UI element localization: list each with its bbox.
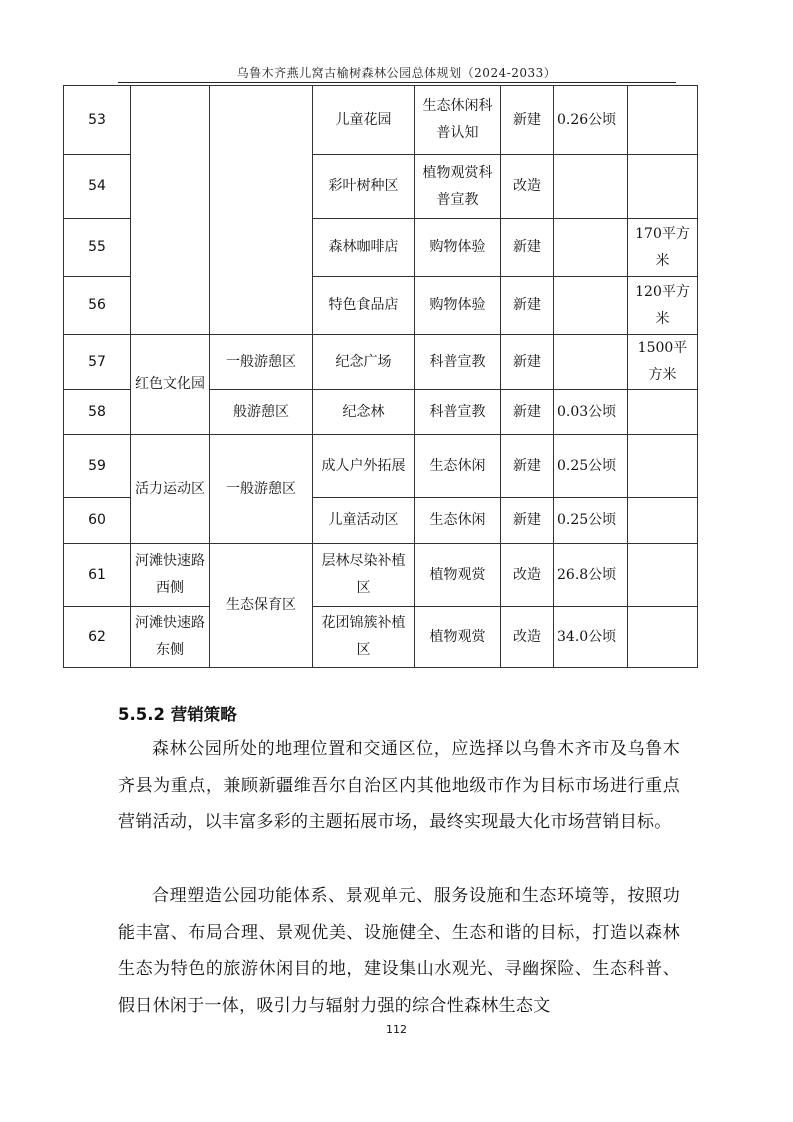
type-cell: 改造 [501,607,554,668]
function-cell: 植物观赏 [415,607,501,668]
zone-cell: 生态保育区 [210,544,313,668]
function-cell: 科普宣教 [415,335,501,390]
row-number: 60 [64,498,131,544]
park-cell: 河滩快速路西侧 [131,544,210,607]
row-number: 53 [64,86,131,155]
body-paragraph: 森林公园所处的地理位置和交通区位，应选择以乌鲁木齐市及乌鲁木齐县为重点，兼顾新疆维吾尔自治区内其他地级市作为目标市场进行重点营销活动，以丰富多彩的主题拓展市场，最终实现最大化市场营销目标。 [118,739,680,832]
size-cell [554,219,628,277]
function-cell: 生态休闲 [415,498,501,544]
park-cell-empty [131,86,210,335]
area-cell: 170平方米 [628,219,698,277]
item-cell: 纪念林 [313,390,415,435]
row-number: 56 [64,277,131,335]
item-cell: 彩叶树种区 [313,155,415,219]
row-number: 54 [64,155,131,219]
area-cell: 1500平方米 [628,335,698,390]
zone-cell-empty [210,86,313,335]
function-cell: 生态休闲科普认知 [415,86,501,155]
type-cell: 新建 [501,390,554,435]
size-cell: 0.25公顷 [554,498,628,544]
size-cell: 0.26公顷 [554,86,628,155]
area-cell [628,86,698,155]
function-cell: 科普宣教 [415,390,501,435]
item-cell: 成人户外拓展 [313,435,415,498]
function-cell: 购物体验 [415,277,501,335]
size-cell: 0.25公顷 [554,435,628,498]
park-cell: 红色文化园 [131,335,210,435]
type-cell: 改造 [501,544,554,607]
item-cell: 儿童花园 [313,86,415,155]
plan-table [63,85,698,668]
table-row [64,435,698,498]
item-cell: 花团锦簇补植区 [313,607,415,668]
type-cell: 新建 [501,219,554,277]
park-cell: 活力运动区 [131,435,210,544]
type-cell: 新建 [501,335,554,390]
type-cell: 新建 [501,277,554,335]
row-number: 59 [64,435,131,498]
type-cell: 改造 [501,155,554,219]
area-cell [628,155,698,219]
section-heading: 5.5.2 营销策略 [118,705,237,724]
header-rule [118,82,676,83]
area-cell: 120平方米 [628,277,698,335]
type-cell: 新建 [501,86,554,155]
zone-cell: 一般游憩区 [210,335,313,390]
page-number: 112 [386,1023,407,1036]
size-cell: 0.03公顷 [554,390,628,435]
zone-cell: 般游憩区 [210,390,313,435]
size-cell [554,277,628,335]
function-cell: 生态休闲 [415,435,501,498]
item-cell: 特色食品店 [313,277,415,335]
row-number: 57 [64,335,131,390]
size-cell: 34.0公顷 [554,607,628,668]
park-cell: 河滩快速路东侧 [131,607,210,668]
row-number: 61 [64,544,131,607]
running-header: 乌鲁木齐燕儿窝古榆树森林公园总体规划（2024-2033） [236,66,557,80]
function-cell: 购物体验 [415,219,501,277]
table-row [64,607,698,668]
function-cell: 植物观赏科普宣教 [415,155,501,219]
item-cell: 森林咖啡店 [313,219,415,277]
body-paragraph: 合理塑造公园功能体系、景观单元、服务设施和生态环境等，按照功能丰富、布局合理、景观优美、设施健全、生态和谐的目标，打造以森林生态为特色的旅游休闲目的地，建设集山水观光、寻幽探险、生态科普、假日休闲于一体，吸引力与辐射力强的综合性森林生态文 [118,886,680,1016]
type-cell: 新建 [501,498,554,544]
area-cell [628,607,698,668]
area-cell [628,498,698,544]
table-row [64,544,698,607]
item-cell: 层林尽染补植区 [313,544,415,607]
size-cell: 26.8公顷 [554,544,628,607]
size-cell [554,335,628,390]
table-row [64,335,698,390]
item-cell: 儿童活动区 [313,498,415,544]
item-cell: 纪念广场 [313,335,415,390]
area-cell [628,390,698,435]
zone-cell: 一般游憩区 [210,435,313,544]
function-cell: 植物观赏 [415,544,501,607]
row-number: 55 [64,219,131,277]
area-cell [628,544,698,607]
area-cell [628,435,698,498]
row-number: 58 [64,390,131,435]
type-cell: 新建 [501,435,554,498]
table-row [64,86,698,155]
row-number: 62 [64,607,131,668]
size-cell [554,155,628,219]
